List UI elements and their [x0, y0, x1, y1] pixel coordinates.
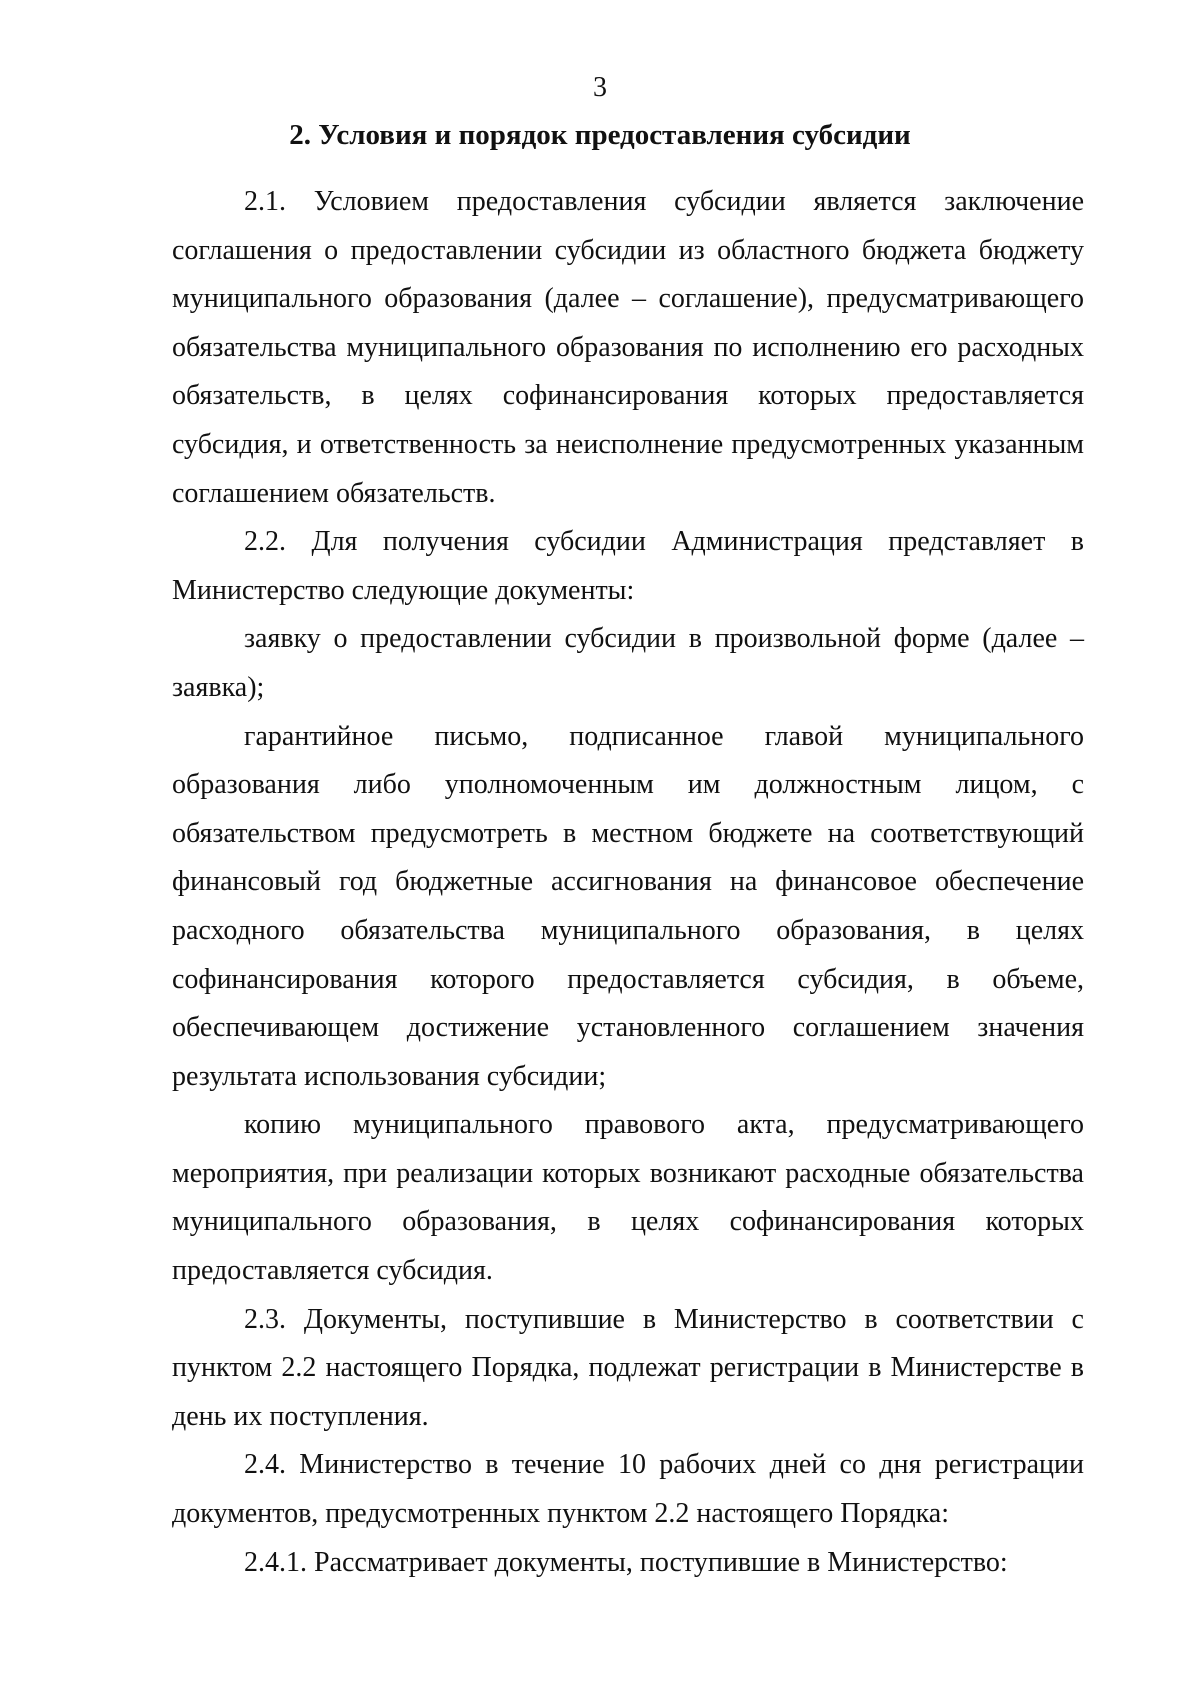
paragraph-2-4-1: 2.4.1. Рассматривает документы, поступившие в Министерство:	[244, 1546, 1008, 1578]
paragraph-2-2: 2.2. Для получения субсидии Администрация представляет в Министерство следующие документы:	[172, 526, 1084, 606]
paragraph-legal-act-copy: копию муниципального правового акта, предусматривающего мероприятия, при реализации которых возникают расходные обязательства муниципального образования, в целях софинансирования которых предоставляется субсидия.	[172, 1109, 1084, 1287]
paragraph-application: заявку о предоставлении субсидии в произвольной форме (далее – заявка);	[172, 623, 1084, 703]
paragraph-2-1: 2.1. Условием предоставления субсидии является заключение соглашения о предоставлении субсидии из областного бюджета бюджету муниципального образования (далее – соглашение), предусматривающего обязательства муниципального образования по исполнению его расходных обязательств, в целях софинансирования которых предоставляется субсидия, и ответственность за неисполнение предусмотренных указанным соглашением обязательств.	[172, 186, 1084, 509]
page-number: 3	[593, 72, 607, 103]
paragraph-guarantee-letter: гарантийное письмо, подписанное главой муниципального образования либо уполномоченным им должностным лицом, с обязательством предусмотреть в местном бюджете на соответствующий финансовый год бюджетные ассигнования на финансовое обеспечение расходного обязательства муниципального образования, в целях софинансирования которого предоставляется субсидия, в объеме, обеспечивающем достижение установленного соглашением значения результата использования субсидии;	[172, 720, 1084, 1092]
paragraph-2-3: 2.3. Документы, поступившие в Министерство в соответствии с пунктом 2.2 настоящего Порядка, подлежат регистрации в Министерстве в день их поступления.	[172, 1303, 1084, 1432]
document-body	[172, 178, 1084, 1587]
paragraph-2-4: 2.4. Министерство в течение 10 рабочих дней со дня регистрации документов, предусмотренных пунктом 2.2 настоящего Порядка:	[172, 1449, 1084, 1530]
section-title: 2. Условия и порядок предоставления субсидии	[289, 119, 911, 151]
